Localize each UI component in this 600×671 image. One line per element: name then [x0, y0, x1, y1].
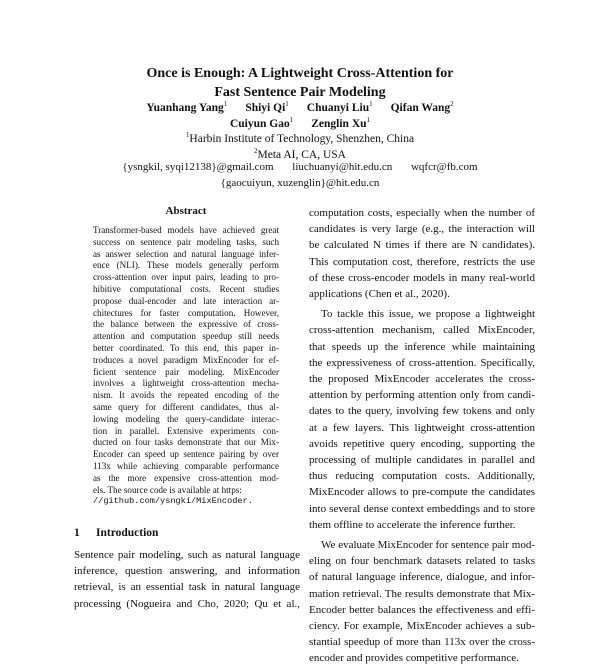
- affiliation-1-marker: 1: [185, 131, 190, 140]
- author-row-2: [0, 116, 600, 132]
- email-3: wqfcr@fb.com: [410, 161, 478, 173]
- paper-title: [0, 64, 600, 102]
- author-affiliation-marker: 1: [369, 100, 373, 109]
- author-affiliation-marker: 1: [289, 116, 294, 125]
- body-line: computation costs, especially when the number of: [309, 207, 535, 219]
- body-line: cross-attention mechanism, called MixEncoder,: [309, 324, 535, 337]
- author-list: [0, 100, 600, 132]
- author-name: Cuiyun Gao$^1$: [229, 116, 294, 130]
- abstract-line: tion in parallel. Extensive experiments con-: [93, 425, 279, 436]
- section-title: Introduction: [96, 527, 159, 539]
- author-affiliation-marker: 1: [223, 100, 228, 109]
- author-name: Shiyi Qi$^1$: [245, 100, 289, 114]
- section-number: 1: [74, 527, 80, 539]
- intro-line: processing (Nogueira and Cho, 2020; Qu et al.,: [74, 597, 300, 610]
- body-line: of natural language inference, dialogue, and infor-: [309, 571, 535, 584]
- abstract-line: hibitive computational costs. Recent studies: [93, 283, 279, 294]
- author-name: Qifan Wang$^2$: [390, 100, 454, 114]
- body-line: the proposed MixEncoder accelerates the cross-: [309, 373, 535, 386]
- body-line: the expressiveness of cross-attention. Specifically,: [309, 356, 535, 369]
- abstract-line: ficient sentence pair modeling. MixEncoder: [93, 366, 279, 377]
- body-line: into several dense context embeddings and to store: [309, 502, 535, 515]
- paragraph-1: [309, 205, 535, 302]
- abstract-line: involves a lightweight cross-attention mecha-: [93, 378, 279, 389]
- body-line: avoids repetitive query encoding, supporting the: [309, 437, 535, 450]
- body-line: processing of multiple candidates in parallel and: [309, 454, 535, 467]
- body-line: thus reducing computation costs. Additionally,: [309, 470, 535, 483]
- author-name: Yuanhang Yang$^1$: [146, 100, 228, 114]
- abstract-line: Encoder can speed up sentence pairing by over: [93, 449, 279, 460]
- body-line: at a few layers. This lightweight cross-attention: [309, 421, 535, 434]
- body-line: We evaluate MixEncoder for sentence pair mod-: [321, 539, 535, 552]
- abstract-line: success on sentence pair modeling tasks, such: [93, 236, 279, 247]
- body-line: applications (Chen et al., 2020).: [309, 288, 450, 301]
- body-line: dates to the query, involving few tokens and only: [309, 405, 535, 418]
- abstract-line: as answer selection and natural language infer-: [93, 248, 279, 259]
- email-row-1: [0, 160, 600, 176]
- body-line: them offline to accelerate the inference further.: [309, 518, 516, 531]
- body-line: of these cross-encoder models in many real-world: [309, 271, 535, 284]
- author-row-1: [0, 100, 600, 116]
- affiliations: [0, 132, 600, 163]
- paragraph-2: [309, 306, 535, 533]
- abstract-line: ducted on four tasks demonstrate that our Mix-: [93, 437, 279, 448]
- abstract-line: Transformer-based models have achieved great: [93, 225, 279, 235]
- email-row-2: {gaocuiyun, xuzenglin}@hit.edu.cn: [220, 176, 380, 189]
- abstract-line: attention and computation speedup still needs: [93, 331, 279, 342]
- author-affiliation-marker: 1: [366, 116, 371, 125]
- body-line: To tackle this issue, we propose a lightweight: [321, 308, 535, 321]
- section-heading-introduction: [74, 527, 158, 539]
- paragraph-3: [309, 537, 535, 667]
- body-line: MixEncoder allows to pre-compute the candidates: [309, 486, 535, 499]
- title-line-1: Once is Enough: A Lightweight Cross-Attention for: [146, 66, 454, 81]
- abstract-line: 113x while achieving comparable performance: [93, 460, 279, 471]
- body-line: be calculated N times if there are N candidates).: [309, 239, 535, 252]
- affiliation-1: [0, 132, 600, 148]
- abstract-line: ence (NLI). These models generally perform: [93, 260, 279, 271]
- body-line: candidates is very large (e.g., the interaction will: [309, 223, 535, 236]
- email-block: [0, 160, 600, 191]
- intro-line: inference, question answering, and information: [74, 565, 300, 578]
- affiliation-2-marker: 2: [254, 146, 258, 155]
- email-1: {ysngkil, syqi12138}@gmail.com: [122, 161, 274, 173]
- right-column-body: [309, 205, 535, 671]
- affiliation-1-text: Harbin Institute of Technology, Shenzhen, China: [189, 133, 415, 145]
- abstract-line: chitectures for faster computation. However,: [93, 307, 279, 318]
- abstract-line: propose dual-encoder and late interaction ar-: [93, 295, 279, 306]
- code-url-link[interactable]: //github.com/ysngki/MixEncoder.: [93, 496, 253, 507]
- body-line: encoder and provides competitive performance.: [309, 652, 519, 665]
- abstract-line: cross-attention over input pairs, leading to pro-: [93, 272, 279, 283]
- abstract-line: els. The source code is available at https:: [93, 484, 242, 495]
- author-name: Zenglin Xu$^1$: [311, 116, 371, 130]
- body-line: that speeds up the inference while maintaining: [309, 340, 535, 353]
- abstract-body: [93, 225, 279, 508]
- intro-line: Sentence pair modeling, such as natural language: [74, 549, 300, 561]
- intro-line: retrieval, is an essential task in natural language: [74, 581, 300, 594]
- author-name: Chuanyi Liu$^1$: [306, 100, 373, 114]
- abstract-line: the balance between the expressive of cross-: [93, 319, 279, 330]
- abstract-heading: Abstract: [165, 205, 207, 217]
- email-2: liuchuanyi@hit.edu.cn: [292, 161, 393, 173]
- body-line: mation retrieval. The results demonstrate that Mix-: [309, 587, 535, 600]
- title-line-2: Fast Sentence Pair Modeling: [214, 85, 386, 100]
- body-line: attention by performing attention only from candi-: [309, 389, 535, 402]
- body-line: eling on four benchmark datasets related to tasks: [309, 555, 535, 568]
- body-line: Encoder better balances the effectiveness and effi-: [309, 603, 535, 616]
- introduction-body: [74, 547, 300, 612]
- abstract-line: same query for different candidates, thus al-: [93, 401, 279, 412]
- author-affiliation-marker: 2: [450, 100, 454, 109]
- affiliation-2-text: Meta AI, CA, USA: [257, 148, 346, 161]
- author-affiliation-marker: 1: [285, 100, 289, 109]
- body-line: This computation cost, therefore, restricts the use: [309, 255, 535, 268]
- abstract-line: troduces a novel paradigm MixEncoder for ef-: [93, 354, 279, 365]
- abstract-line: as the more expensive cross-attention mod-: [93, 472, 279, 483]
- body-line: ciency. For example, MixEncoder achieves a sub-: [309, 620, 535, 633]
- abstract-line: nism. It avoids the repeated encoding of the: [93, 390, 279, 401]
- abstract-line: lowing modeling the query-candidate interac-: [93, 413, 279, 424]
- body-line: stantial speedup of more than 113x over the cross-: [309, 636, 535, 649]
- abstract-line: better coordinated. To this end, this paper in-: [93, 342, 279, 353]
